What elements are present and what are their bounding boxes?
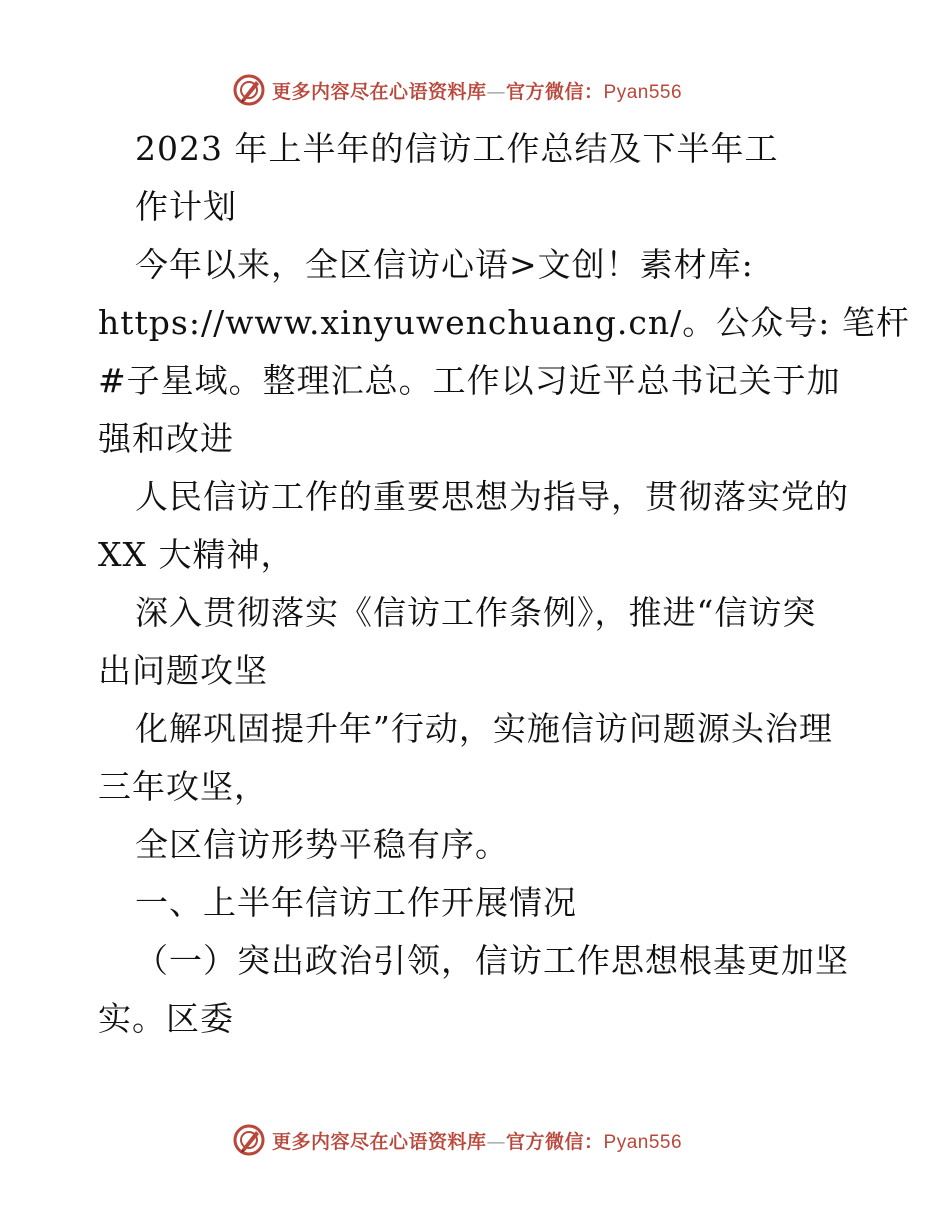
document-title-line-2: 作计划 [135,187,237,226]
paragraph-line: 实。区委 [98,999,234,1038]
header-banner-account-label: 官方微信： [506,80,604,103]
footer-banner [232,1120,682,1160]
header-banner-label [272,77,682,104]
footer-banner-label [272,1127,682,1154]
paragraph-line: 出问题攻坚 [98,651,268,690]
paragraph-line: 今年以来，全区信访心语>文创！素材库: [135,245,754,284]
paragraph-line: https://www.xinyuwenchuang.cn/。公众号: 笔杆 [98,303,910,342]
paragraph-line: 化解巩固提升年”行动，实施信访问题源头治理 [135,709,833,748]
paragraph-line: 人民信访工作的重要思想为指导，贯彻落实党的 [135,477,849,516]
header-banner-account: Pyan556 [603,81,683,103]
paragraph-line: #子星域。整理汇总。工作以习近平总书记关于加 [98,361,841,400]
header-banner-separator: — [486,80,507,103]
header-banner [232,70,682,110]
footer-banner-account-label: 官方微信： [506,1130,604,1153]
document-title-line-1: 2023 年上半年的信访工作总结及下半年工 [135,129,779,168]
footer-banner-account: Pyan556 [603,1131,683,1153]
paragraph-line: 深入贯彻落实《信访工作条例》，推进“信访突 [135,593,817,632]
paragraph-line: 三年攻坚， [98,767,268,806]
footer-banner-separator: — [486,1130,507,1153]
subsection-heading: （一）突出政治引领，信访工作思想根基更加坚 [135,941,849,980]
pen-nib-logo-icon [232,1123,266,1157]
header-banner-text: 更多内容尽在心语资料库 [272,80,487,103]
paragraph-line: 全区信访形势平稳有序。 [135,825,509,864]
section-heading: 一、上半年信访工作开展情况 [135,883,577,922]
footer-banner-text: 更多内容尽在心语资料库 [272,1130,487,1153]
paragraph-line: XX 大精神， [98,535,295,574]
pen-nib-logo-icon [232,73,266,107]
document-body [98,120,910,1048]
paragraph-line: 强和改进 [98,419,234,458]
